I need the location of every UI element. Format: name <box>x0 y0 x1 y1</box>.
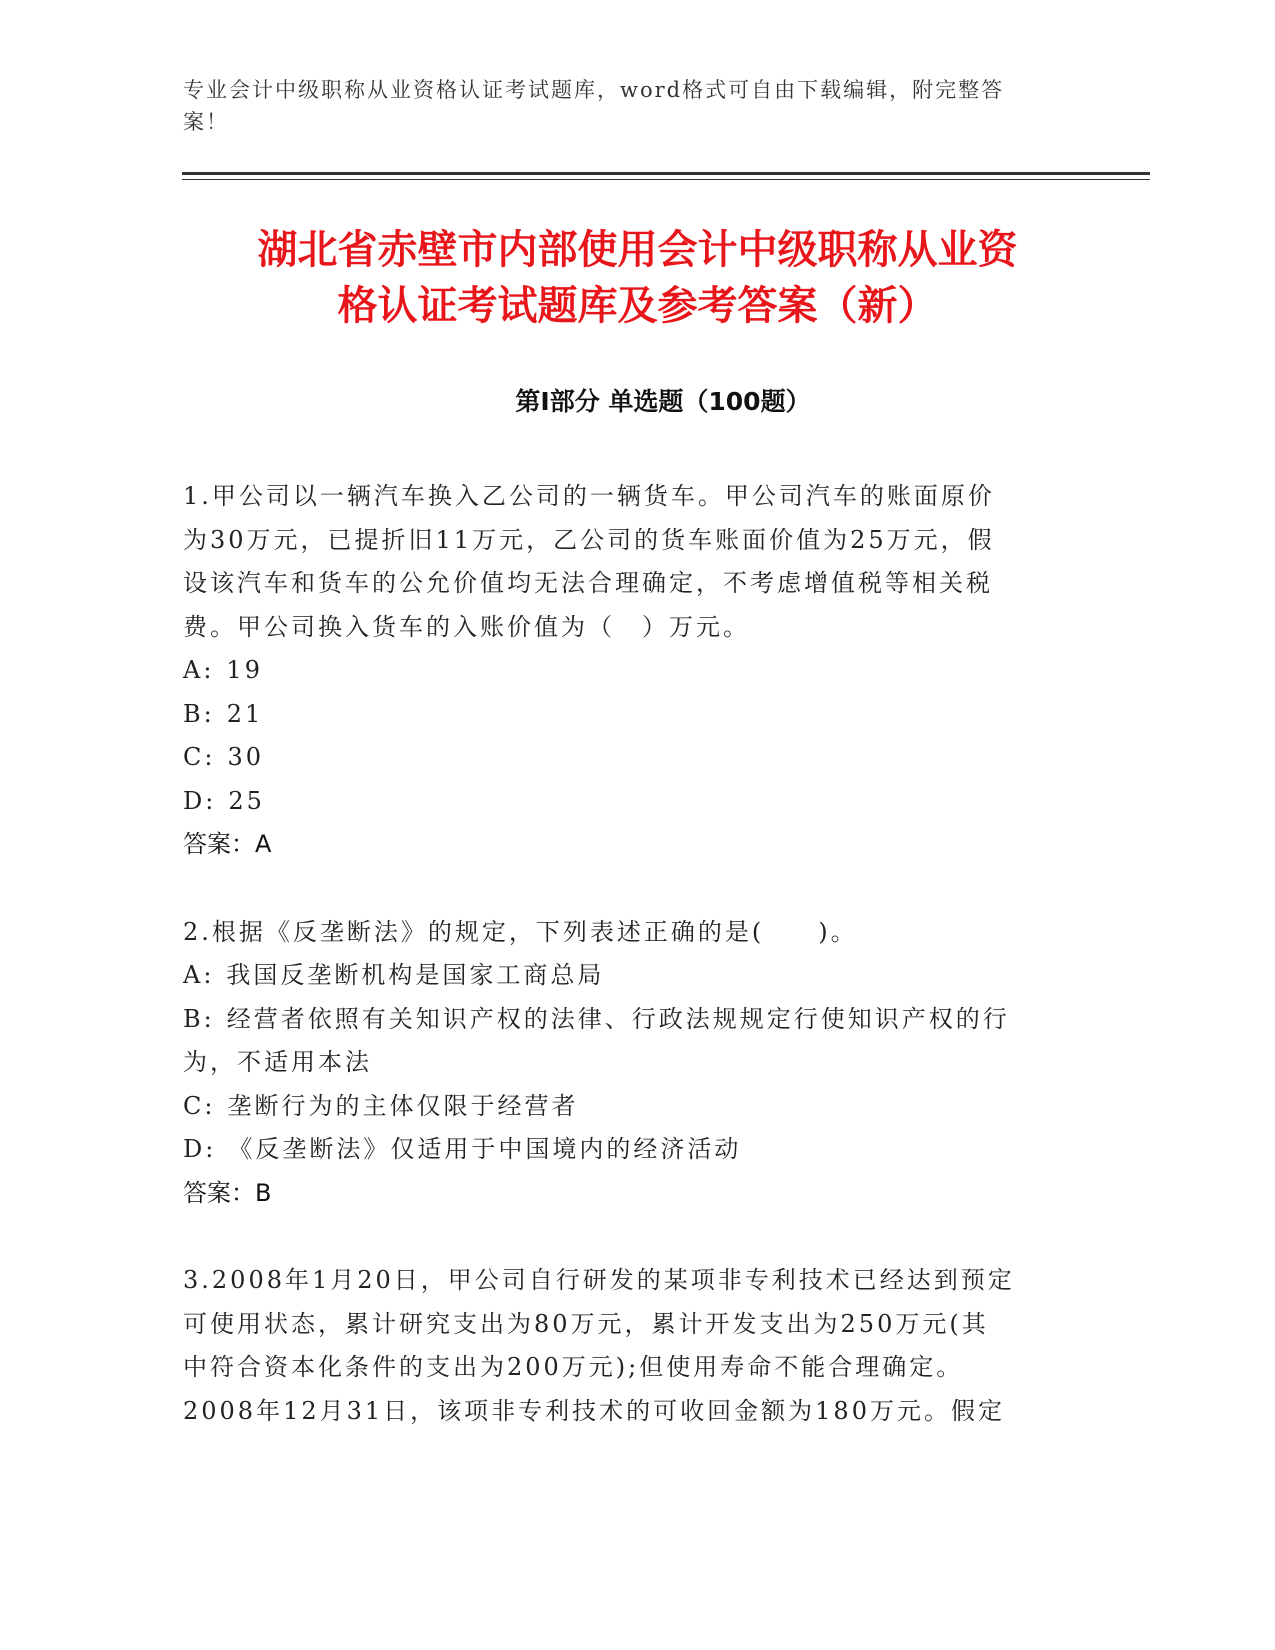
question-stem-line: 可使用状态，累计研究支出为80万元，累计开发支出为250万元(其 <box>183 1309 989 1338</box>
option-text: 我国反垄断机构是国家工商总局 <box>226 961 605 989</box>
option-text: 21 <box>226 699 264 728</box>
option-key: B: <box>183 699 215 728</box>
header-rule-thick <box>182 172 1150 175</box>
option-b-continuation: 为，不适用本法 <box>183 1048 372 1076</box>
document-title-line-1: 湖北省赤壁市内部使用会计中级职称从业资 <box>257 227 1018 273</box>
question-stem-line: 中符合资本化条件的支出为200万元);但使用寿命不能合理确定。 <box>183 1353 964 1381</box>
option-key: A: <box>183 656 215 684</box>
question-stem-line: 2008年12月31日，该项非专利技术的可收回金额为180万元。假定 <box>183 1396 1005 1425</box>
question-list <box>183 475 1063 1477</box>
question-stem-line: 费。甲公司换入货车的入账价值为（ ）万元。 <box>183 612 750 641</box>
option-key: C: <box>183 743 216 771</box>
option-key: D: <box>183 786 217 815</box>
option-b <box>183 693 1063 737</box>
option-text: 经营者依照有关知识产权的法律、行政法规规定行使知识产权的行 <box>226 1004 1010 1033</box>
answer-line: 答案：A <box>183 830 272 858</box>
question-stem-line: 1.甲公司以一辆汽车换入乙公司的一辆货车。甲公司汽车的账面原价 <box>183 482 995 510</box>
option-c <box>183 1085 1063 1129</box>
document-title <box>140 222 1135 334</box>
question-stem-line: 设该汽车和货车的公允价值均无法合理确定，不考虑增值税等相关税 <box>183 569 993 597</box>
option-text: 30 <box>227 743 264 771</box>
question-2 <box>183 911 1063 1216</box>
option-key: D: <box>183 1135 217 1163</box>
question-3 <box>183 1259 1063 1433</box>
option-key: C: <box>183 1091 216 1120</box>
option-d <box>183 780 1063 824</box>
option-a <box>183 954 1063 998</box>
question-stem-line: 2.根据《反垄断法》的规定，下列表述正确的是( )。 <box>183 917 858 946</box>
option-c <box>183 736 1063 780</box>
option-text: 19 <box>226 656 263 684</box>
question-stem-line: 为30万元，已提折旧11万元，乙公司的货车账面价值为25万元，假 <box>183 525 995 554</box>
option-a <box>183 649 1063 693</box>
option-b <box>183 998 1063 1042</box>
option-d <box>183 1128 1063 1172</box>
question-1 <box>183 475 1063 867</box>
document-title-line-2: 格认证考试题库及参考答案（新） <box>337 283 938 329</box>
section-heading: 第Ⅰ部分 单选题（100题） <box>515 387 811 416</box>
option-key: B: <box>183 1004 215 1033</box>
option-key: A: <box>183 961 215 989</box>
header-rule-thin <box>182 179 1150 180</box>
header-note: 专业会计中级职称从业资格认证考试题库，word格式可自由下载编辑，附完整答案！ <box>183 78 1005 134</box>
option-text: 《反垄断法》仅适用于中国境内的经济活动 <box>228 1135 742 1163</box>
option-text: 垄断行为的主体仅限于经营者 <box>227 1091 579 1120</box>
answer-line: 答案：B <box>183 1178 272 1207</box>
option-text: 25 <box>228 786 265 815</box>
question-stem-line: 3.2008年1月20日，甲公司自行研发的某项非专利技术已经达到预定 <box>183 1266 1015 1294</box>
